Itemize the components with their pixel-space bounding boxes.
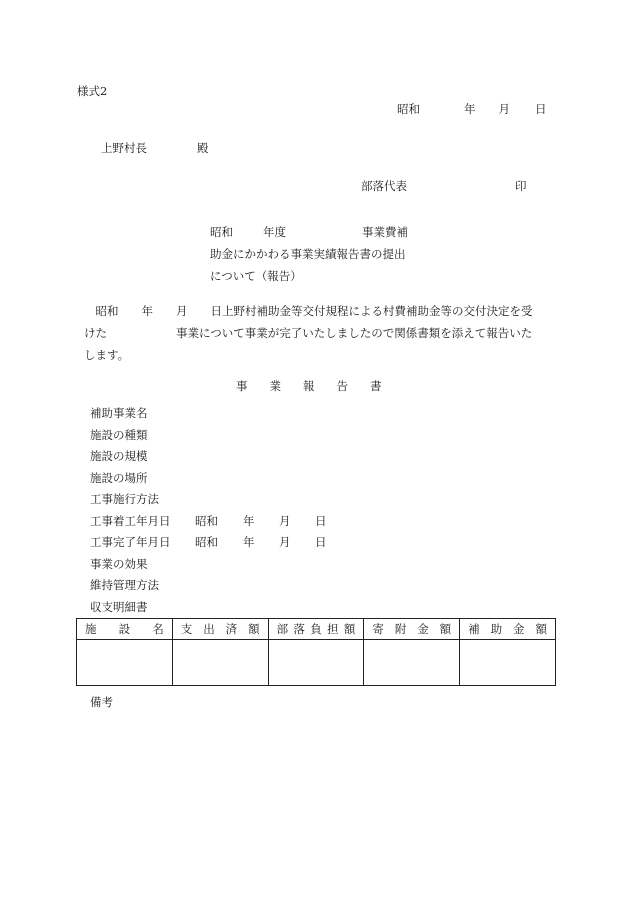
report-title-char: 告 <box>336 379 348 393</box>
report-title-char: 業 <box>269 379 281 393</box>
item-start-date <box>90 511 327 533</box>
body-line-3: します。 <box>84 348 130 362</box>
cell-expenditure <box>172 640 268 686</box>
subject-fiscal-year: 年度 <box>263 225 286 239</box>
item-facility-type <box>90 425 327 447</box>
item-construction-method <box>90 489 327 511</box>
report-title-char: 書 <box>370 379 382 393</box>
cell-subsidy <box>460 640 556 686</box>
subject-line-2: 助金にかかわる事業実績報告書の提出 <box>210 247 406 261</box>
completion-year: 年 <box>243 535 255 549</box>
date-day: 日 <box>535 102 547 116</box>
start-month: 月 <box>279 513 291 528</box>
date-month: 月 <box>498 102 510 116</box>
start-day: 日 <box>315 513 327 528</box>
item-label: 工事施行方法 <box>90 492 159 506</box>
header-subsidy: 補助金額 <box>460 619 556 640</box>
item-facility-scale <box>90 446 327 468</box>
item-income-expense <box>90 597 327 619</box>
subject-line-3: について（報告） <box>210 269 302 283</box>
note-label: 備考 <box>90 695 113 709</box>
completion-day: 日 <box>315 535 327 549</box>
date-year: 年 <box>464 102 476 116</box>
item-project-name <box>90 403 327 425</box>
item-label: 施設の場所 <box>90 470 148 485</box>
report-title-char: 事 <box>236 379 248 393</box>
item-label: 施設の規模 <box>90 449 148 463</box>
report-title-char: 報 <box>303 379 315 393</box>
date-line <box>397 104 547 116</box>
item-label: 施設の種類 <box>90 427 148 442</box>
table-header-row <box>77 619 556 640</box>
addressee-honorific: 殿 <box>197 141 209 155</box>
body-line-2: けた 事業について事業が完了いたしましたので関係書類を添えて報告いた <box>84 326 533 340</box>
header-facility-name: 施設名 <box>77 619 173 640</box>
item-label: 収支明細書 <box>90 599 148 614</box>
header-donation: 寄附金額 <box>364 619 460 640</box>
completion-month: 月 <box>279 535 291 549</box>
item-maintenance-method <box>90 575 327 597</box>
start-era: 昭和 <box>195 513 218 528</box>
representative-label: 部落代表 <box>361 179 407 193</box>
header-community-share: 部落負担額 <box>268 619 364 640</box>
header-expenditure: 支出済額 <box>172 619 268 640</box>
body-line-1: 昭和 年 月 日上野村補助金等交付規程による村費補助金等の交付決定を受 <box>84 304 533 318</box>
cell-community-share <box>268 640 364 686</box>
form-number: 様式2 <box>77 84 108 98</box>
item-label: 事業の効果 <box>90 556 148 571</box>
item-completion-date <box>90 532 327 554</box>
cell-donation <box>364 640 460 686</box>
expense-table <box>76 618 556 686</box>
subject-project: 事業費補 <box>362 225 408 239</box>
subject-line-1 <box>210 221 408 243</box>
item-facility-location <box>90 468 327 490</box>
body-text <box>84 300 533 366</box>
addressee <box>101 143 209 155</box>
cell-facility-name <box>77 640 173 686</box>
item-label: 工事完了年月日 <box>90 535 171 549</box>
report-items <box>90 403 327 618</box>
seal-mark: 印 <box>515 179 527 193</box>
addressee-title: 上野村長 <box>101 141 147 155</box>
item-label: 補助事業名 <box>90 406 148 420</box>
item-label: 工事着工年月日 <box>90 513 171 528</box>
subject-block <box>210 221 408 287</box>
subject-era: 昭和 <box>210 225 233 239</box>
start-year: 年 <box>243 513 255 528</box>
item-label: 維持管理方法 <box>90 578 159 592</box>
completion-era: 昭和 <box>195 535 218 549</box>
item-project-effect <box>90 554 327 576</box>
date-era: 昭和 <box>397 102 420 116</box>
report-title <box>236 381 404 393</box>
representative <box>361 179 527 193</box>
table-row <box>77 640 556 686</box>
